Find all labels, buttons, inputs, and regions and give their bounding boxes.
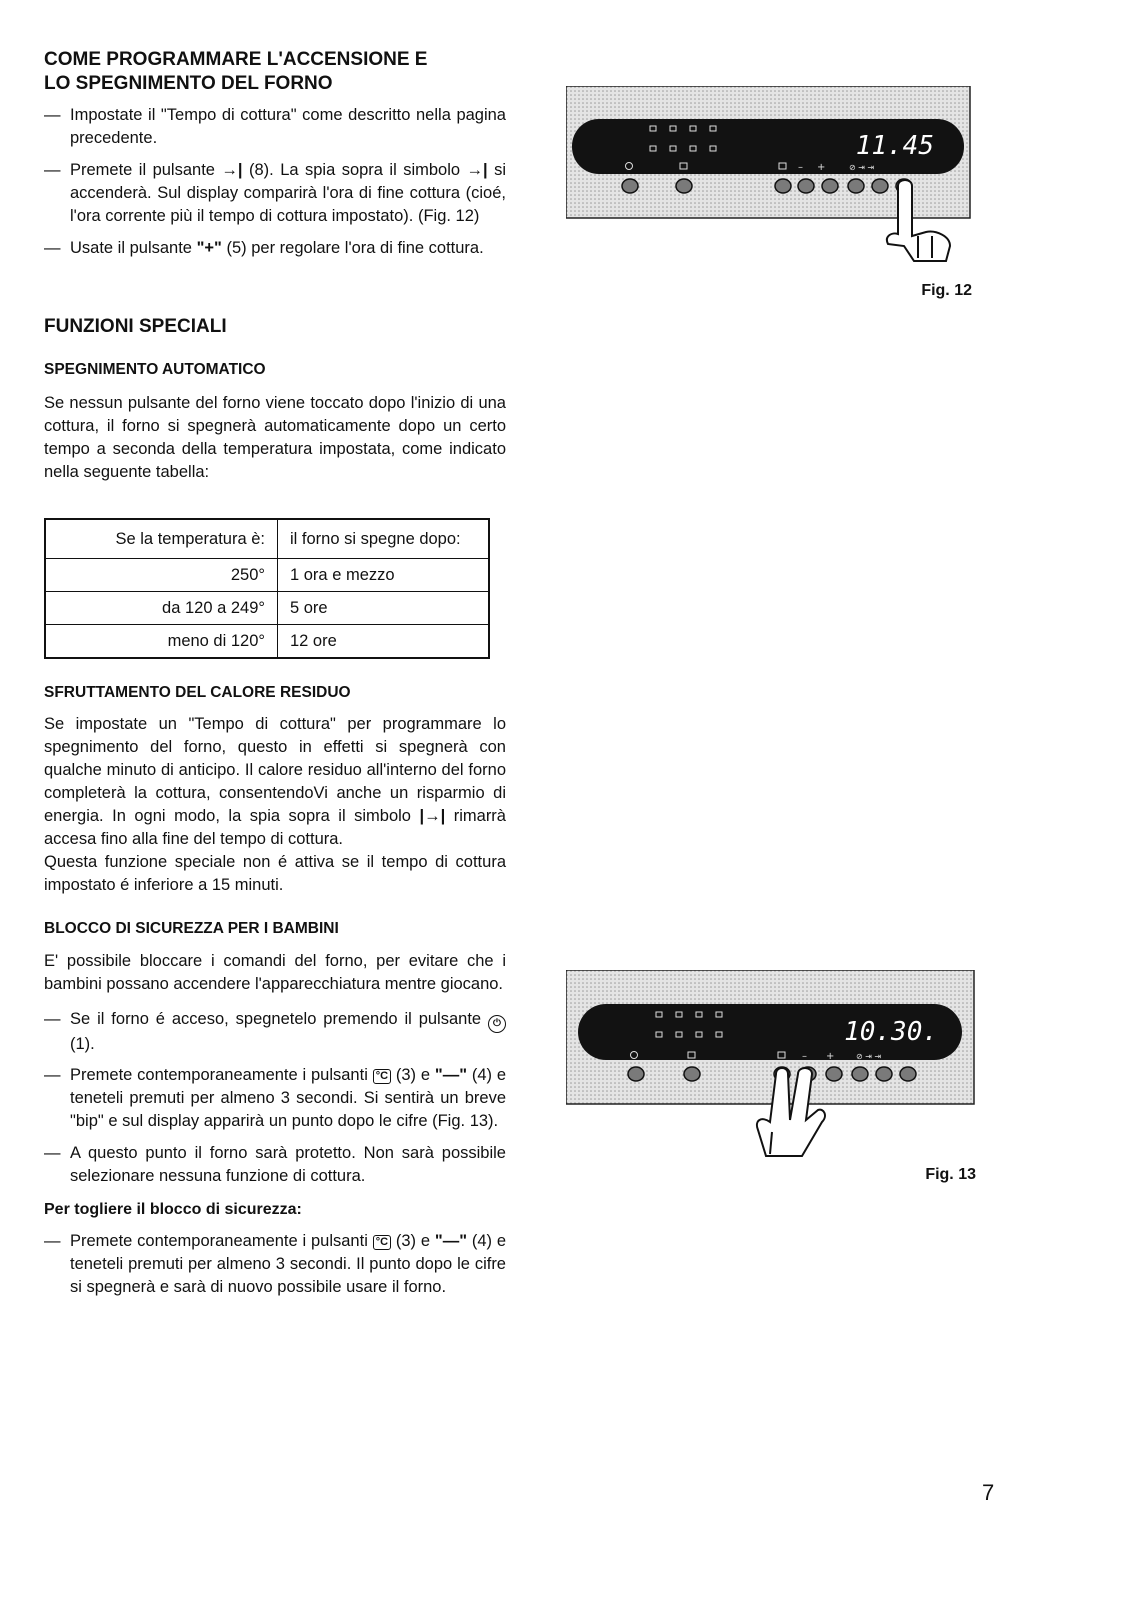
section-title-special: FUNZIONI SPECIALI bbox=[44, 316, 227, 337]
table-header-time: il forno si spegne dopo: bbox=[278, 519, 490, 559]
item-text: (4) e teneteli premuti per almeno 3 secondi. Il punto dopo le cifre si spegnerà e sarà di nuovo possibile usare il forno. bbox=[70, 1232, 507, 1296]
oven-control-panel-illustration bbox=[566, 970, 976, 1170]
figure-13 bbox=[566, 970, 976, 1192]
item-text: (4) e teneteli premuti per almeno 3 secondi. Si sentirà un breve "bip" e sul display apparirà un punto dopo le cifre (Fig. 13). bbox=[70, 1066, 507, 1130]
item-text: (3) e bbox=[395, 1232, 431, 1250]
list-item: — Impostate il "Tempo di cottura" come descritto nella pagina precedente. bbox=[44, 104, 506, 150]
svg-text:⊘ ⇥ ⇥: ⊘ ⇥ ⇥ bbox=[856, 1052, 882, 1061]
title-line-1: COME PROGRAMMARE L'ACCENSIONE E bbox=[44, 49, 428, 70]
svg-text:–: – bbox=[802, 1051, 807, 1062]
item-text: Se il forno é acceso, spegnetelo premendo il pulsante bbox=[70, 1010, 482, 1028]
list-item bbox=[44, 159, 506, 228]
list-item bbox=[44, 1008, 506, 1056]
table-cell-time: 12 ore bbox=[278, 625, 490, 659]
left-column bbox=[44, 48, 506, 1299]
residual-heat-text bbox=[44, 713, 506, 851]
svg-text:–: – bbox=[798, 162, 803, 173]
item-text: (5) per regolare l'ora di fine cottura. bbox=[226, 239, 484, 257]
figure-caption: Fig. 13 bbox=[925, 1166, 976, 1183]
residual-heat-note: Questa funzione speciale non é attiva se il tempo di cottura impostato é inferiore a 15 minuti. bbox=[44, 853, 506, 894]
item-text: Usate il pulsante bbox=[70, 239, 192, 257]
svg-text:+: + bbox=[817, 162, 826, 173]
power-icon: ⏻ bbox=[488, 1015, 506, 1033]
temperature-table-wrap bbox=[44, 518, 506, 659]
page-number: 7 bbox=[982, 1480, 995, 1505]
item-text: (1). bbox=[70, 1035, 95, 1053]
figure-12 bbox=[566, 86, 972, 299]
display-readout: 10.30. bbox=[844, 1017, 938, 1047]
display-readout: 11.45 bbox=[855, 131, 934, 161]
item-text: (8). La spia sopra il simbolo bbox=[249, 161, 461, 179]
minus-symbol: "—" bbox=[434, 1232, 468, 1250]
table-row bbox=[45, 592, 489, 625]
end-time-symbol-icon: →| bbox=[466, 161, 488, 179]
list-item bbox=[44, 237, 506, 260]
minus-symbol: "—" bbox=[434, 1066, 468, 1084]
item-text: Premete contemporaneamente i pulsanti bbox=[70, 1066, 368, 1084]
table-cell-time: 5 ore bbox=[278, 592, 490, 625]
figure-caption: Fig. 12 bbox=[921, 282, 972, 299]
table-cell-temp: 250° bbox=[45, 559, 278, 592]
auto-off-text: Se nessun pulsante del forno viene toccato dopo l'inizio di una cottura, il forno si spegnerà automaticamente dopo un certo tempo a seconda della temperatura impostata, come indicato nella seguente tabella: bbox=[44, 394, 506, 481]
list-item bbox=[44, 1230, 506, 1299]
table-cell-time: 1 ora e mezzo bbox=[278, 559, 490, 592]
subtitle-unlock: Per togliere il blocco di sicurezza: bbox=[44, 1201, 302, 1218]
svg-text:+: + bbox=[826, 1051, 835, 1062]
residual-text-a: Se impostate un "Tempo di cottura" per programmare lo spegnimento del forno, questo in effetti si spegnerà con qualche minuto di anticipo. Il calore residuo all'interno del forno completerà la cottura, consentendoVi anche un risparmio di energia. In ogni modo, la spia sopra il simbolo bbox=[44, 715, 506, 825]
table-row bbox=[45, 625, 489, 659]
oven-control-panel-illustration bbox=[566, 86, 972, 276]
child-lock-intro: E' possibile bloccare i comandi del forno, per evitare che i bambini possano accendere l'apparecchiatura mentre giocano. bbox=[44, 952, 506, 993]
table-cell-temp: meno di 120° bbox=[45, 625, 278, 659]
table-row bbox=[45, 559, 489, 592]
cooking-time-symbol-icon: |→| bbox=[419, 807, 446, 825]
temperature-icon: °C bbox=[373, 1235, 391, 1250]
subtitle-auto-off: SPEGNIMENTO AUTOMATICO bbox=[44, 361, 266, 378]
item-text: Premete contemporaneamente i pulsanti bbox=[70, 1232, 368, 1250]
temperature-table bbox=[44, 518, 490, 659]
table-header-temp: Se la temperatura è: bbox=[45, 519, 278, 559]
section-title-programming bbox=[44, 48, 506, 96]
list-item: — A questo punto il forno sarà protetto. Non sarà possibile selezionare nessuna funzione di cottura. bbox=[44, 1142, 506, 1188]
item-text: (3) e bbox=[395, 1066, 431, 1084]
table-row bbox=[45, 519, 489, 559]
title-line-2: LO SPEGNIMENTO DEL FORNO bbox=[44, 73, 333, 94]
subtitle-residual-heat: SFRUTTAMENTO DEL CALORE RESIDUO bbox=[44, 684, 351, 701]
plus-symbol: "+" bbox=[196, 239, 222, 257]
table-cell-temp: da 120 a 249° bbox=[45, 592, 278, 625]
subtitle-child-lock: BLOCCO DI SICUREZZA PER I BAMBINI bbox=[44, 920, 339, 937]
temperature-icon: °C bbox=[373, 1069, 391, 1084]
item-text: si accenderà. Sul display comparirà l'ora di fine cottura (cioé, l'ora corrente più il tempo di cottura impostato). (Fig. 12) bbox=[70, 161, 506, 225]
svg-text:⊘ ⇥ ⇥: ⊘ ⇥ ⇥ bbox=[849, 163, 875, 172]
item-text: Premete il pulsante bbox=[70, 161, 215, 179]
list-item bbox=[44, 1064, 506, 1133]
residual-text-b: rimarrà accesa fino alla fine del tempo di cottura. bbox=[44, 807, 506, 848]
end-time-symbol-icon: →| bbox=[221, 161, 243, 179]
